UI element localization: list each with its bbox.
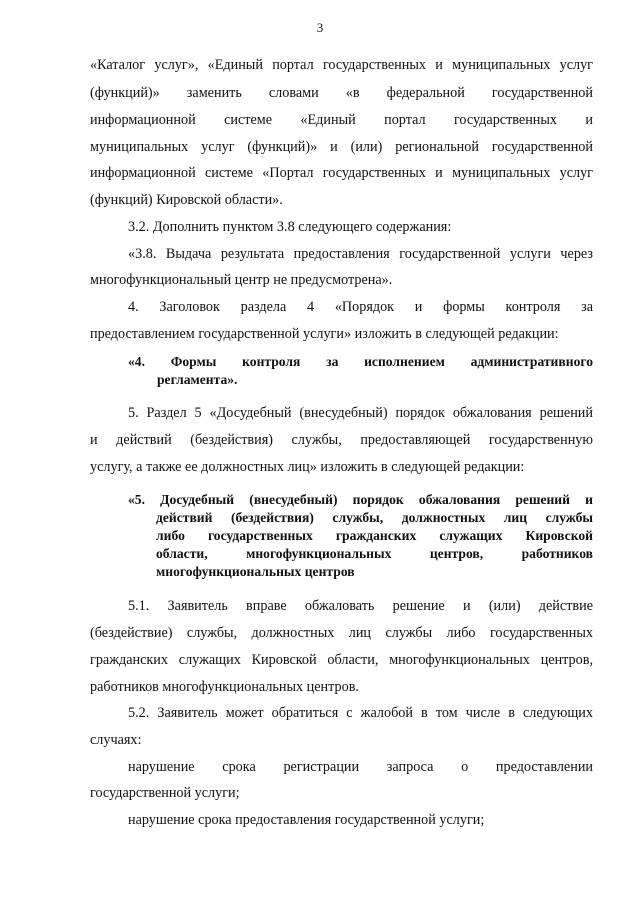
section-heading-line: «4. Формы контроля за исполнением административного (128, 354, 593, 369)
section-heading-line: области, многофункциональных центров, работников (156, 546, 593, 561)
text-line: гражданских служащих Кировской области, многофункциональных центров, (90, 652, 593, 668)
text-line: нарушение срока предоставления государственной услуги; (128, 812, 485, 828)
text-line: нарушение срока регистрации запроса о предоставлении (128, 759, 593, 775)
section-heading-line: либо государственных гражданских служащих Кировской (156, 528, 593, 543)
text-line: 5. Раздел 5 «Досудебный (внесудебный) порядок обжалования решений (128, 405, 593, 421)
text-line: и действий (бездействия) службы, предоставляющей государственную (90, 432, 593, 448)
text-line: 3.2. Дополнить пунктом 3.8 следующего содержания: (128, 219, 452, 235)
text-line: (бездействие) службы, должностных лиц службы либо государственных (90, 625, 593, 641)
text-line: (функций)» заменить словами «в федеральной государственной (90, 85, 593, 101)
text-line: информационной системе «Единый портал государственных и (90, 112, 593, 128)
text-line: «Каталог услуг», «Единый портал государственных и муниципальных услуг (90, 57, 593, 73)
text-line: государственной услуги; (90, 785, 240, 801)
text-line: (функций) Кировской области». (90, 192, 283, 208)
text-line: случаях: (90, 732, 142, 748)
section-heading-line: многофункциональных центров (156, 564, 355, 579)
section-heading-line: действий (бездействия) службы, должностных лиц службы (156, 510, 593, 525)
text-line: предоставлением государственной услуги» изложить в следующей редакции: (90, 326, 559, 342)
text-line: 4. Заголовок раздела 4 «Порядок и формы контроля за (128, 299, 593, 315)
section-heading-line: «5. Досудебный (внесудебный) порядок обжалования решений и (128, 492, 593, 507)
text-line: многофункциональный центр не предусмотрена». (90, 272, 393, 288)
text-line: 5.1. Заявитель вправе обжаловать решение и (или) действие (128, 598, 593, 614)
text-line: 5.2. Заявитель может обратиться с жалобой в том числе в следующих (128, 705, 593, 721)
section-heading-line: регламента». (157, 372, 238, 387)
text-line: «3.8. Выдача результата предоставления государственной услуги через (128, 246, 593, 262)
text-line: услугу, а также ее должностных лиц» изложить в следующей редакции: (90, 459, 525, 475)
text-line: муниципальных услуг (функций)» и (или) региональной государственной (90, 139, 593, 155)
text-line: информационной системе «Портал государственных и муниципальных услуг (90, 165, 593, 181)
text-line: работников многофункциональных центров. (90, 679, 359, 695)
page-number: 3 (316, 20, 324, 35)
